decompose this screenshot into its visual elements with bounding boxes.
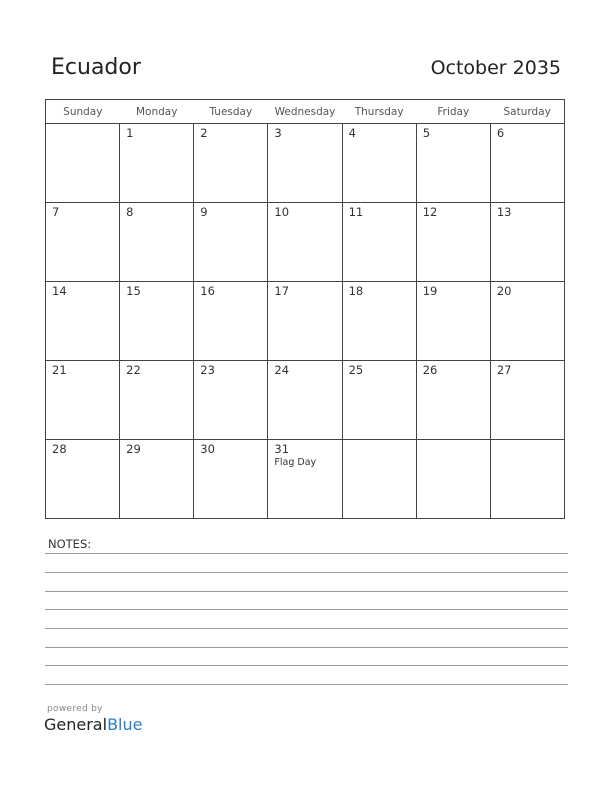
day-number: 11 (348, 205, 364, 219)
day-cell (120, 124, 194, 203)
day-number: 8 (126, 205, 134, 219)
day-number: 17 (274, 284, 290, 298)
note-line (45, 628, 568, 629)
day-number: 21 (52, 363, 67, 377)
day-cell (194, 203, 268, 282)
day-number: 3 (274, 126, 282, 140)
note-line (45, 591, 568, 592)
day-number: 14 (52, 284, 67, 298)
brand-name-blue: Blue (107, 715, 143, 734)
note-line (45, 684, 568, 685)
day-number: 20 (496, 284, 512, 298)
day-number: 7 (52, 205, 60, 219)
day-cell (416, 203, 490, 282)
brand-name (44, 715, 142, 734)
day-cell (416, 282, 490, 361)
day-number: 19 (422, 284, 438, 298)
week-row-2 (46, 203, 565, 282)
note-line (45, 665, 568, 666)
day-cell (120, 361, 194, 440)
day-cell (342, 440, 416, 519)
brand-logo (44, 704, 142, 734)
day-cell (268, 440, 342, 519)
weekday-wednesday: Wednesday (268, 100, 342, 124)
day-number: 5 (422, 126, 431, 140)
day-cell (120, 440, 194, 519)
day-number: 9 (200, 205, 208, 219)
day-number: 1 (126, 126, 134, 140)
day-cell (416, 361, 490, 440)
day-cell (46, 124, 120, 203)
day-cell (342, 124, 416, 203)
day-number: 30 (200, 442, 215, 456)
day-number: 26 (422, 363, 438, 377)
weekday-friday: Friday (416, 100, 490, 124)
note-line (45, 553, 568, 554)
week-row-1 (46, 124, 565, 203)
weekday-tuesday: Tuesday (194, 100, 268, 124)
day-cell (490, 440, 564, 519)
weekday-thursday: Thursday (342, 100, 416, 124)
weekday-sunday: Sunday (46, 100, 120, 124)
powered-by-text: powered by (47, 704, 103, 714)
weekday-header-row (46, 100, 565, 124)
day-number: 28 (52, 442, 67, 456)
day-cell (120, 282, 194, 361)
day-cell (46, 440, 120, 519)
day-cell (490, 361, 564, 440)
day-cell (490, 282, 564, 361)
day-cell (46, 282, 120, 361)
day-cell (342, 203, 416, 282)
day-cell (120, 203, 194, 282)
day-number: 31 (274, 442, 290, 456)
day-cell (46, 361, 120, 440)
notes-label: NOTES: (48, 537, 92, 551)
day-cell (194, 124, 268, 203)
day-number: 15 (126, 284, 141, 298)
day-cell (194, 440, 268, 519)
country-title: Ecuador (51, 55, 141, 80)
day-number: 22 (126, 363, 141, 377)
calendar-grid (45, 99, 565, 519)
day-number: 10 (274, 205, 290, 219)
day-number: 16 (200, 284, 215, 298)
day-cell (46, 203, 120, 282)
day-cell (268, 124, 342, 203)
day-number: 27 (496, 363, 512, 377)
day-cell (490, 124, 564, 203)
day-cell (342, 282, 416, 361)
day-number: 25 (348, 363, 364, 377)
day-number: 13 (496, 205, 512, 219)
day-cell (416, 440, 490, 519)
note-line (45, 647, 568, 648)
note-line (45, 572, 568, 573)
day-cell (416, 124, 490, 203)
week-row-5 (46, 440, 565, 519)
day-number: 12 (422, 205, 438, 219)
day-number: 23 (200, 363, 215, 377)
day-cell (342, 361, 416, 440)
day-number: 18 (348, 284, 364, 298)
day-cell (268, 282, 342, 361)
brand-name-general: General (44, 715, 108, 734)
week-row-4 (46, 361, 565, 440)
day-cell (194, 361, 268, 440)
day-number: 29 (126, 442, 141, 456)
day-number: 2 (200, 126, 208, 140)
weekday-monday: Monday (120, 100, 194, 124)
day-cell (194, 282, 268, 361)
day-number: 24 (274, 363, 290, 377)
week-row-3 (46, 282, 565, 361)
day-cell (490, 203, 564, 282)
day-cell (268, 361, 342, 440)
day-number: 6 (496, 126, 505, 140)
note-line (45, 609, 568, 610)
holiday-label: Flag Day (274, 457, 317, 468)
month-title: October 2035 (430, 57, 561, 79)
day-cell (268, 203, 342, 282)
day-number: 4 (348, 126, 356, 140)
weekday-saturday: Saturday (490, 100, 564, 124)
